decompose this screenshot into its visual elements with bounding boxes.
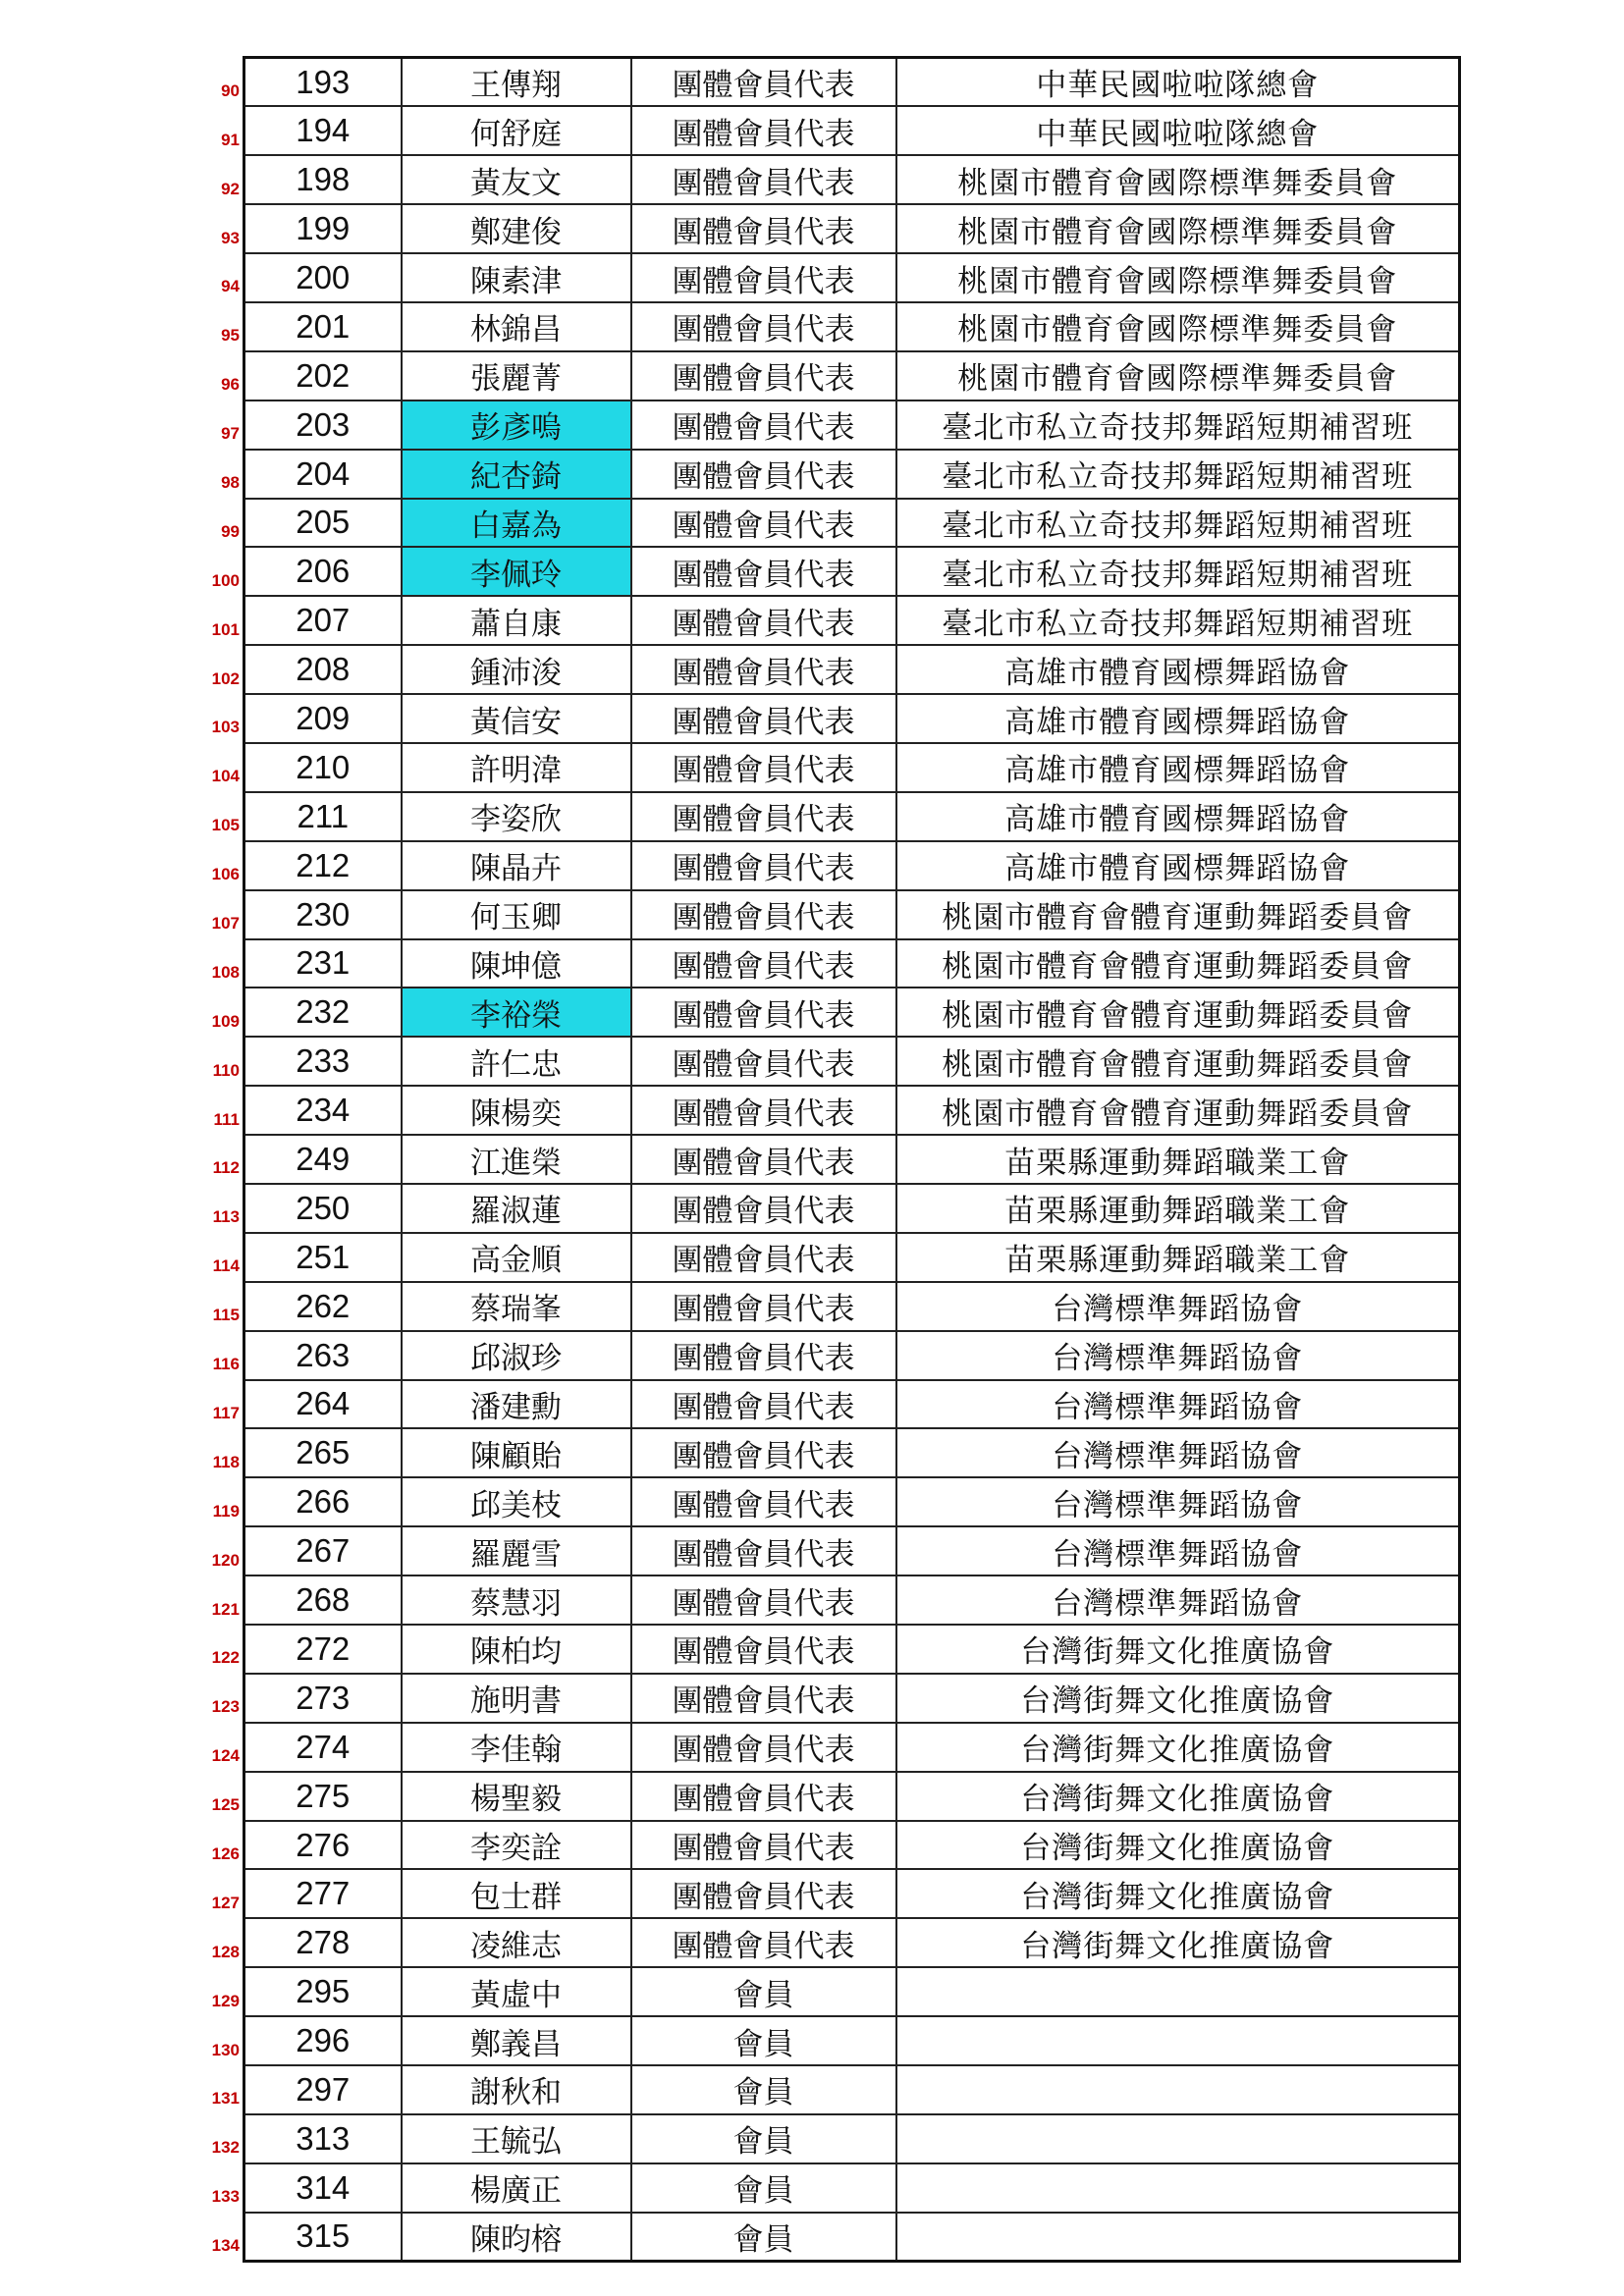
table-row	[244, 1331, 1460, 1380]
table-row	[244, 2016, 1460, 2065]
member-name-cell: 何玉卿	[402, 890, 631, 939]
table-row	[244, 841, 1460, 890]
member-type-cell: 團體會員代表	[631, 1869, 896, 1918]
organization-cell: 台灣標準舞蹈協會	[896, 1428, 1460, 1477]
table-row	[244, 1477, 1460, 1526]
member-name-cell: 高金順	[402, 1233, 631, 1282]
member-type-cell: 團體會員代表	[631, 1282, 896, 1331]
member-id-cell: 273	[244, 1674, 402, 1723]
table-row	[244, 1086, 1460, 1135]
member-id-cell: 296	[244, 2016, 402, 2065]
row-number: 118	[212, 1452, 240, 1471]
row-number: 127	[211, 1893, 240, 1912]
organization-cell: 桃園市體育會國際標準舞委員會	[896, 302, 1460, 351]
organization-cell: 台灣標準舞蹈協會	[896, 1282, 1460, 1331]
member-type-cell: 團體會員代表	[631, 1037, 896, 1086]
organization-cell: 台灣街舞文化推廣協會	[896, 1674, 1460, 1723]
member-type-cell: 團體會員代表	[631, 988, 896, 1037]
member-type-cell: 團體會員代表	[631, 499, 896, 548]
member-name-cell: 邱美枝	[402, 1477, 631, 1526]
member-name-cell: 陳柏均	[402, 1625, 631, 1674]
table-row	[244, 1428, 1460, 1477]
member-type-cell: 團體會員代表	[631, 1380, 896, 1429]
member-id-cell: 212	[244, 841, 402, 890]
member-id-cell: 206	[244, 547, 402, 596]
member-id-cell: 262	[244, 1282, 402, 1331]
row-number: 134	[211, 2236, 240, 2256]
table-row	[244, 351, 1460, 400]
member-type-cell: 團體會員代表	[631, 596, 896, 645]
organization-cell: 台灣街舞文化推廣協會	[896, 1772, 1460, 1821]
member-type-cell: 會員	[631, 2163, 896, 2213]
organization-cell: 臺北市私立奇技邦舞蹈短期補習班	[896, 499, 1460, 548]
member-name-cell: 王傳翔	[402, 58, 631, 107]
member-type-cell: 團體會員代表	[631, 1526, 896, 1575]
member-id-cell: 272	[244, 1625, 402, 1674]
member-name-cell: 江進榮	[402, 1135, 631, 1184]
table-row	[244, 106, 1460, 155]
organization-cell: 臺北市私立奇技邦舞蹈短期補習班	[896, 547, 1460, 596]
table-row	[244, 1282, 1460, 1331]
row-number: 119	[212, 1501, 240, 1521]
table-row	[244, 1233, 1460, 1282]
member-id-cell: 264	[244, 1380, 402, 1429]
member-type-cell: 團體會員代表	[631, 1772, 896, 1821]
organization-cell: 台灣標準舞蹈協會	[896, 1380, 1460, 1429]
member-id-cell: 274	[244, 1723, 402, 1772]
member-id-cell: 231	[244, 939, 402, 988]
member-name-cell: 黃友文	[402, 155, 631, 204]
organization-cell: 台灣街舞文化推廣協會	[896, 1918, 1460, 1967]
member-type-cell: 團體會員代表	[631, 547, 896, 596]
member-name-cell: 李佩玲	[402, 547, 631, 596]
row-number: 97	[221, 424, 240, 444]
member-type-cell: 會員	[631, 2016, 896, 2065]
member-id-cell: 277	[244, 1869, 402, 1918]
member-type-cell: 團體會員代表	[631, 792, 896, 841]
member-name-cell: 蔡瑞峯	[402, 1282, 631, 1331]
organization-cell: 桃園市體育會國際標準舞委員會	[896, 253, 1460, 302]
member-type-cell: 會員	[631, 2114, 896, 2163]
member-name-cell: 羅麗雪	[402, 1526, 631, 1575]
table-row	[244, 2163, 1460, 2213]
member-name-cell: 陳晶卉	[402, 841, 631, 890]
member-id-cell: 268	[244, 1575, 402, 1625]
member-id-cell: 198	[244, 155, 402, 204]
member-id-cell: 199	[244, 204, 402, 253]
member-name-cell: 許仁忠	[402, 1037, 631, 1086]
organization-cell: 苗栗縣運動舞蹈職業工會	[896, 1135, 1460, 1184]
table-row	[244, 792, 1460, 841]
member-type-cell: 團體會員代表	[631, 450, 896, 499]
member-id-cell: 194	[244, 106, 402, 155]
member-id-cell: 232	[244, 988, 402, 1037]
table-row	[244, 1918, 1460, 1967]
table-row	[244, 596, 1460, 645]
row-number: 129	[211, 1991, 240, 2010]
member-type-cell: 團體會員代表	[631, 694, 896, 743]
member-type-cell: 團體會員代表	[631, 204, 896, 253]
row-number: 93	[221, 228, 240, 247]
member-type-cell: 團體會員代表	[631, 1575, 896, 1625]
member-id-cell: 193	[244, 58, 402, 107]
member-type-cell: 團體會員代表	[631, 351, 896, 400]
row-number: 122	[211, 1648, 240, 1668]
member-type-cell: 團體會員代表	[631, 645, 896, 694]
member-name-cell: 謝秋和	[402, 2065, 631, 2114]
member-id-cell: 267	[244, 1526, 402, 1575]
organization-cell	[896, 1967, 1460, 2016]
table-row	[244, 400, 1460, 450]
row-number: 116	[212, 1355, 240, 1374]
table-row	[244, 1625, 1460, 1674]
table-row	[244, 2213, 1460, 2262]
table-row	[244, 694, 1460, 743]
member-id-cell: 210	[244, 743, 402, 792]
roster-body	[244, 58, 1460, 2262]
organization-cell: 臺北市私立奇技邦舞蹈短期補習班	[896, 450, 1460, 499]
table-row	[244, 645, 1460, 694]
row-number: 91	[221, 130, 240, 149]
member-id-cell: 207	[244, 596, 402, 645]
table-row	[244, 939, 1460, 988]
member-type-cell: 團體會員代表	[631, 106, 896, 155]
table-row	[244, 1869, 1460, 1918]
member-type-cell: 團體會員代表	[631, 1918, 896, 1967]
member-roster-table	[243, 56, 1461, 2263]
member-type-cell: 團體會員代表	[631, 1135, 896, 1184]
member-id-cell: 200	[244, 253, 402, 302]
member-name-cell: 包士群	[402, 1869, 631, 1918]
row-number: 103	[211, 718, 240, 737]
member-name-cell: 林錦昌	[402, 302, 631, 351]
member-name-cell: 鄭義昌	[402, 2016, 631, 2065]
row-number: 113	[212, 1207, 240, 1227]
member-name-cell: 何舒庭	[402, 106, 631, 155]
member-name-cell: 張麗菁	[402, 351, 631, 400]
row-number: 108	[211, 962, 240, 982]
member-id-cell: 250	[244, 1184, 402, 1233]
member-id-cell: 208	[244, 645, 402, 694]
table-row	[244, 890, 1460, 939]
row-number: 132	[211, 2138, 240, 2158]
row-number: 112	[212, 1158, 240, 1178]
row-number: 107	[211, 914, 240, 934]
organization-cell: 台灣標準舞蹈協會	[896, 1331, 1460, 1380]
organization-cell	[896, 2213, 1460, 2262]
row-number: 126	[211, 1843, 240, 1863]
table-row	[244, 1674, 1460, 1723]
table-row	[244, 1135, 1460, 1184]
row-number: 121	[211, 1599, 240, 1619]
table-row	[244, 302, 1460, 351]
row-number: 94	[221, 277, 240, 296]
member-type-cell: 團體會員代表	[631, 155, 896, 204]
member-type-cell: 團體會員代表	[631, 253, 896, 302]
member-type-cell: 團體會員代表	[631, 743, 896, 792]
organization-cell: 高雄市體育國標舞蹈協會	[896, 694, 1460, 743]
member-name-cell: 許明湋	[402, 743, 631, 792]
organization-cell	[896, 2065, 1460, 2114]
member-id-cell: 233	[244, 1037, 402, 1086]
member-id-cell: 265	[244, 1428, 402, 1477]
table-row	[244, 1184, 1460, 1233]
organization-cell	[896, 2163, 1460, 2213]
row-number: 111	[213, 1109, 240, 1129]
member-id-cell: 209	[244, 694, 402, 743]
member-name-cell: 羅淑蓮	[402, 1184, 631, 1233]
member-name-cell: 陳顧貽	[402, 1428, 631, 1477]
member-name-cell: 彭彥嗚	[402, 400, 631, 450]
member-name-cell: 陳昀榕	[402, 2213, 631, 2262]
organization-cell: 苗栗縣運動舞蹈職業工會	[896, 1233, 1460, 1282]
organization-cell: 中華民國啦啦隊總會	[896, 106, 1460, 155]
member-id-cell: 275	[244, 1772, 402, 1821]
organization-cell: 台灣街舞文化推廣協會	[896, 1723, 1460, 1772]
member-id-cell: 211	[244, 792, 402, 841]
member-type-cell: 團體會員代表	[631, 58, 896, 107]
organization-cell: 桃園市體育會體育運動舞蹈委員會	[896, 939, 1460, 988]
row-number: 131	[211, 2089, 240, 2109]
member-id-cell: 266	[244, 1477, 402, 1526]
member-name-cell: 鍾沛浚	[402, 645, 631, 694]
member-type-cell: 團體會員代表	[631, 1625, 896, 1674]
table-row	[244, 450, 1460, 499]
row-number: 109	[211, 1011, 240, 1031]
table-row	[244, 499, 1460, 548]
organization-cell: 中華民國啦啦隊總會	[896, 58, 1460, 107]
member-id-cell: 295	[244, 1967, 402, 2016]
row-number: 125	[211, 1795, 240, 1815]
member-type-cell: 團體會員代表	[631, 1086, 896, 1135]
table-row	[244, 204, 1460, 253]
member-id-cell: 204	[244, 450, 402, 499]
table-row	[244, 1575, 1460, 1625]
member-type-cell: 團體會員代表	[631, 1233, 896, 1282]
row-number: 117	[212, 1403, 240, 1422]
member-id-cell: 314	[244, 2163, 402, 2213]
organization-cell: 苗栗縣運動舞蹈職業工會	[896, 1184, 1460, 1233]
member-type-cell: 會員	[631, 1967, 896, 2016]
member-id-cell: 230	[244, 890, 402, 939]
organization-cell: 台灣街舞文化推廣協會	[896, 1821, 1460, 1870]
table-row	[244, 1380, 1460, 1429]
row-number: 105	[211, 816, 240, 835]
member-id-cell: 249	[244, 1135, 402, 1184]
member-type-cell: 團體會員代表	[631, 1184, 896, 1233]
table-row	[244, 547, 1460, 596]
organization-cell: 台灣標準舞蹈協會	[896, 1575, 1460, 1625]
member-type-cell: 團體會員代表	[631, 1477, 896, 1526]
row-number: 128	[211, 1942, 240, 1961]
member-id-cell: 205	[244, 499, 402, 548]
row-number: 104	[211, 767, 240, 786]
member-type-cell: 團體會員代表	[631, 400, 896, 450]
member-name-cell: 蕭自康	[402, 596, 631, 645]
member-name-cell: 蔡慧羽	[402, 1575, 631, 1625]
organization-cell: 桃園市體育會體育運動舞蹈委員會	[896, 890, 1460, 939]
organization-cell: 桃園市體育會國際標準舞委員會	[896, 204, 1460, 253]
row-number: 114	[212, 1256, 240, 1276]
row-number: 92	[221, 179, 240, 198]
organization-cell	[896, 2016, 1460, 2065]
row-number: 133	[211, 2187, 240, 2207]
member-name-cell: 邱淑珍	[402, 1331, 631, 1380]
organization-cell: 高雄市體育國標舞蹈協會	[896, 792, 1460, 841]
table-row	[244, 58, 1460, 107]
member-name-cell: 陳坤億	[402, 939, 631, 988]
member-name-cell: 李裕榮	[402, 988, 631, 1037]
member-id-cell: 278	[244, 1918, 402, 1967]
row-number: 95	[221, 326, 240, 346]
organization-cell: 桃園市體育會國際標準舞委員會	[896, 351, 1460, 400]
row-number: 100	[211, 570, 240, 590]
member-id-cell: 251	[244, 1233, 402, 1282]
row-number: 99	[221, 521, 240, 541]
member-type-cell: 團體會員代表	[631, 890, 896, 939]
organization-cell: 桃園市體育會體育運動舞蹈委員會	[896, 1086, 1460, 1135]
table-row	[244, 988, 1460, 1037]
row-number: 115	[212, 1306, 240, 1325]
member-id-cell: 263	[244, 1331, 402, 1380]
member-name-cell: 紀杏錡	[402, 450, 631, 499]
member-id-cell: 201	[244, 302, 402, 351]
table-row	[244, 1772, 1460, 1821]
member-id-cell: 202	[244, 351, 402, 400]
row-number: 90	[221, 80, 240, 100]
member-type-cell: 會員	[631, 2065, 896, 2114]
row-number: 130	[211, 2040, 240, 2059]
member-type-cell: 團體會員代表	[631, 302, 896, 351]
table-row	[244, 253, 1460, 302]
member-type-cell: 團體會員代表	[631, 939, 896, 988]
organization-cell: 台灣街舞文化推廣協會	[896, 1869, 1460, 1918]
table-row	[244, 155, 1460, 204]
organization-cell: 台灣標準舞蹈協會	[896, 1477, 1460, 1526]
member-type-cell: 團體會員代表	[631, 1331, 896, 1380]
table-row	[244, 1821, 1460, 1870]
member-name-cell: 陳素津	[402, 253, 631, 302]
member-name-cell: 黃信安	[402, 694, 631, 743]
member-type-cell: 團體會員代表	[631, 1428, 896, 1477]
row-number: 98	[221, 473, 240, 493]
row-number: 101	[211, 619, 240, 639]
member-name-cell: 李奕詮	[402, 1821, 631, 1870]
row-number: 124	[211, 1746, 240, 1766]
member-id-cell: 315	[244, 2213, 402, 2262]
member-type-cell: 團體會員代表	[631, 1674, 896, 1723]
member-id-cell: 297	[244, 2065, 402, 2114]
table-row	[244, 1037, 1460, 1086]
table-row	[244, 1526, 1460, 1575]
table-row	[244, 2114, 1460, 2163]
organization-cell: 台灣標準舞蹈協會	[896, 1526, 1460, 1575]
member-id-cell: 234	[244, 1086, 402, 1135]
row-number: 102	[211, 668, 240, 688]
row-number: 110	[212, 1060, 240, 1080]
organization-cell: 臺北市私立奇技邦舞蹈短期補習班	[896, 596, 1460, 645]
organization-cell: 高雄市體育國標舞蹈協會	[896, 841, 1460, 890]
table-row	[244, 1723, 1460, 1772]
row-number: 106	[211, 865, 240, 884]
organization-cell: 桃園市體育會國際標準舞委員會	[896, 155, 1460, 204]
member-name-cell: 李姿欣	[402, 792, 631, 841]
member-type-cell: 會員	[631, 2213, 896, 2262]
member-name-cell: 楊聖毅	[402, 1772, 631, 1821]
organization-cell: 桃園市體育會體育運動舞蹈委員會	[896, 988, 1460, 1037]
organization-cell: 臺北市私立奇技邦舞蹈短期補習班	[896, 400, 1460, 450]
organization-cell: 高雄市體育國標舞蹈協會	[896, 645, 1460, 694]
row-number: 120	[211, 1550, 240, 1570]
table-row	[244, 743, 1460, 792]
table-row	[244, 2065, 1460, 2114]
member-type-cell: 團體會員代表	[631, 1821, 896, 1870]
member-id-cell: 203	[244, 400, 402, 450]
member-id-cell: 313	[244, 2114, 402, 2163]
member-name-cell: 王毓弘	[402, 2114, 631, 2163]
member-name-cell: 潘建勳	[402, 1380, 631, 1429]
organization-cell: 桃園市體育會體育運動舞蹈委員會	[896, 1037, 1460, 1086]
member-name-cell: 李佳翰	[402, 1723, 631, 1772]
member-name-cell: 白嘉為	[402, 499, 631, 548]
member-name-cell: 黃虛中	[402, 1967, 631, 2016]
member-name-cell: 陳楊奕	[402, 1086, 631, 1135]
row-number-column	[187, 56, 242, 2260]
member-id-cell: 276	[244, 1821, 402, 1870]
member-name-cell: 施明書	[402, 1674, 631, 1723]
member-name-cell: 楊廣正	[402, 2163, 631, 2213]
member-type-cell: 團體會員代表	[631, 841, 896, 890]
organization-cell: 高雄市體育國標舞蹈協會	[896, 743, 1460, 792]
member-type-cell: 團體會員代表	[631, 1723, 896, 1772]
row-number: 123	[211, 1697, 240, 1717]
organization-cell	[896, 2114, 1460, 2163]
organization-cell: 台灣街舞文化推廣協會	[896, 1625, 1460, 1674]
member-name-cell: 凌維志	[402, 1918, 631, 1967]
row-number: 96	[221, 375, 240, 395]
member-name-cell: 鄭建俊	[402, 204, 631, 253]
table-row	[244, 1967, 1460, 2016]
